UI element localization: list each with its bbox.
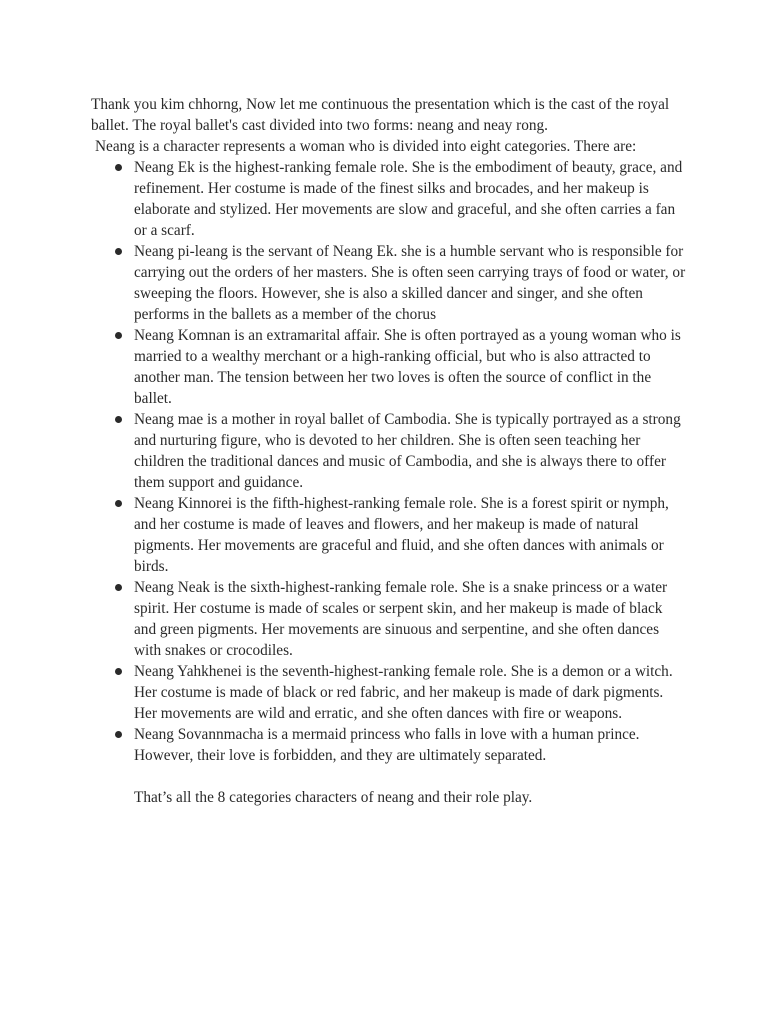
lead-paragraph: Neang is a character represents a woman who is divided into eight categories. There are:	[95, 138, 637, 155]
list-item	[91, 409, 687, 493]
list-item	[91, 661, 687, 724]
list-item-text: Neang Kinnorei is the fifth-highest-ranking female role. She is a forest spirit or nymph, and her costume is made of leaves and flowers, and her makeup is made of natural pigments. Her movements are graceful and fluid, and she often dances with animals or birds.	[134, 495, 669, 575]
category-list	[91, 157, 687, 766]
list-item	[91, 157, 687, 241]
list-item-text: Neang mae is a mother in royal ballet of Cambodia. She is typically portrayed as a strong and nurturing figure, who is devoted to her children. She is often seen teaching her children the traditional dances and music of Cambodia, and she is always there to offer them support and guidance.	[134, 411, 681, 491]
bullet-icon	[115, 584, 122, 591]
bullet-icon	[115, 416, 122, 423]
list-item	[91, 724, 687, 766]
bullet-icon	[115, 668, 122, 675]
intro-paragraph: Thank you kim chhorng, Now let me continuous the presentation which is the cast of the royal ballet. The royal ballet's cast divided into two forms: neang and neay rong.	[91, 96, 670, 134]
bullet-icon	[115, 500, 122, 507]
list-item-text: Neang Komnan is an extramarital affair. She is often portrayed as a young woman who is married to a wealthy merchant or a high-ranking official, but who is also attracted to another man. The tension between her two loves is often the source of conflict in the ballet.	[134, 327, 681, 407]
list-item-text: Neang Yahkhenei is the seventh-highest-ranking female role. She is a demon or a witch. Her costume is made of black or red fabric, and her makeup is made of dark pigments. Her movements are wild and erratic, and she often dances with fire or weapons.	[134, 663, 673, 722]
list-item	[91, 241, 687, 325]
list-item-text: Neang pi-leang is the servant of Neang Ek. she is a humble servant who is responsible for carrying out the orders of her masters. She is often seen carrying trays of food or water, or sweeping the floors. However, she is also a skilled dancer and singer, and she often performs in the ballets as a member of the chorus	[134, 243, 686, 323]
list-item-text: Neang Sovannmacha is a mermaid princess who falls in love with a human prince. However, their love is forbidden, and they are ultimately separated.	[134, 726, 640, 764]
list-item-text: Neang Neak is the sixth-highest-ranking female role. She is a snake princess or a water spirit. Her costume is made of scales or serpent skin, and her makeup is made of black and green pigments. Her movements are sinuous and serpentine, and she often dances with snakes or crocodiles.	[134, 579, 668, 659]
list-item	[91, 325, 687, 409]
closing-paragraph: That’s all the 8 categories characters of neang and their role play.	[134, 789, 533, 806]
bullet-icon	[115, 332, 122, 339]
document-page	[91, 94, 687, 808]
bullet-icon	[115, 164, 122, 171]
list-item-text: Neang Ek is the highest-ranking female role. She is the embodiment of beauty, grace, and refinement. Her costume is made of the finest silks and brocades, and her makeup is elaborate and stylized. Her movements are slow and graceful, and she often carries a fan or a scarf.	[134, 159, 683, 239]
list-item	[91, 493, 687, 577]
list-item	[91, 577, 687, 661]
bullet-icon	[115, 248, 122, 255]
bullet-icon	[115, 731, 122, 738]
